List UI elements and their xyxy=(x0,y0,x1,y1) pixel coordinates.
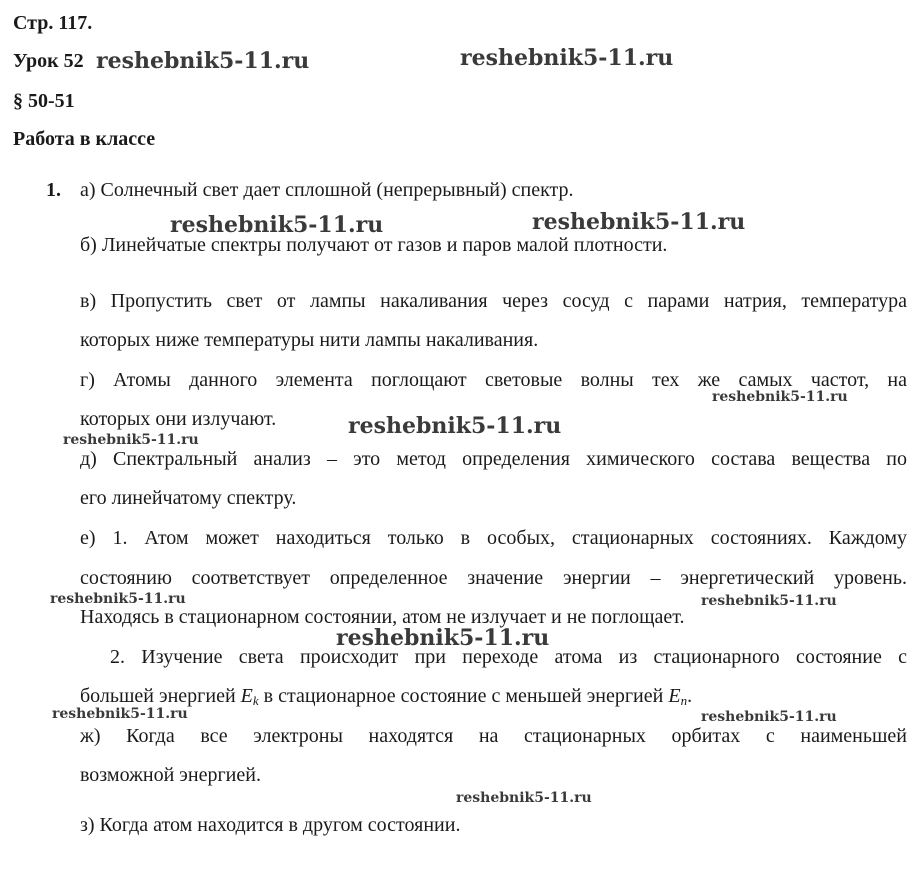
energy-ek: $E_k$ xyxy=(240,685,259,708)
answer-d-line-2: его линейчатому спектру. xyxy=(80,487,297,509)
answer-g-line-2: которых они излучают. xyxy=(80,408,277,430)
answer-e2-text-mid: в стационарное состояние с меньшей энергией xyxy=(258,685,669,707)
answer-e-line-3: Находясь в стационарном состоянии, атом не излучает и не поглощает. xyxy=(80,606,685,628)
answer-zh-line-2: возможной энергией. xyxy=(80,764,261,786)
answer-e-line-2: состоянию соответствует определенное значение энергии – энергетический уровень. xyxy=(80,567,907,589)
watermark: reshebnik5-11.ru xyxy=(460,45,674,71)
watermark: reshebnik5-11.ru xyxy=(701,593,837,609)
watermark: reshebnik5-11.ru xyxy=(348,413,562,439)
answer-e-line-1: е) 1. Атом может находиться только в особых, стационарных состояниях. Каждому xyxy=(80,527,907,549)
watermark: reshebnik5-11.ru xyxy=(50,591,186,607)
answer-a: а) Солнечный свет дает сплошной (непрерывный) спектр. xyxy=(80,179,574,201)
watermark: reshebnik5-11.ru xyxy=(456,790,592,806)
watermark: reshebnik5-11.ru xyxy=(336,625,550,651)
watermark: reshebnik5-11.ru xyxy=(63,432,199,448)
answer-g-line-1: г) Атомы данного элемента поглощают световые волны тех же самых частот, на xyxy=(80,369,907,391)
answer-z: з) Когда атом находится в другом состоянии. xyxy=(80,814,461,836)
answer-v-line-2: которых ниже температуры нити лампы накаливания. xyxy=(80,329,539,351)
energy-en: $E_n$ xyxy=(668,685,688,708)
watermark: reshebnik5-11.ru xyxy=(96,48,310,74)
watermark: reshebnik5-11.ru xyxy=(712,389,848,405)
answer-v-line-1: в) Пропустить свет от лампы накаливания через сосуд с парами натрия, температура xyxy=(80,290,907,312)
answer-e2-line-2: большей энергией $E_k$ в стационарное состояние с меньшей энергией $E_n$. xyxy=(80,685,693,708)
task-number: 1. xyxy=(46,179,61,201)
section-title: Работа в классе xyxy=(13,128,156,150)
page-number: Стр. 117. xyxy=(13,12,93,34)
watermark: reshebnik5-11.ru xyxy=(532,209,746,235)
answer-b: б) Линейчатые спектры получают от газов и паров малой плотности. xyxy=(80,234,668,256)
watermark: reshebnik5-11.ru xyxy=(701,709,837,725)
answer-e2-text-pre: большей энергией xyxy=(80,685,241,707)
paragraph-ref: § 50-51 xyxy=(13,90,75,112)
answer-zh-line-1: ж) Когда все электроны находятся на стационарных орбитах с наименьшей xyxy=(80,725,907,747)
watermark: reshebnik5-11.ru xyxy=(170,212,384,238)
lesson-title: Урок 52 xyxy=(13,50,84,72)
answer-e2-line-1: 2. Изучение света происходит при переходе атома из стационарного состояние с xyxy=(110,646,907,668)
watermark: reshebnik5-11.ru xyxy=(52,706,188,722)
answer-d-line-1: д) Спектральный анализ – это метод определения химического состава вещества по xyxy=(80,448,907,470)
